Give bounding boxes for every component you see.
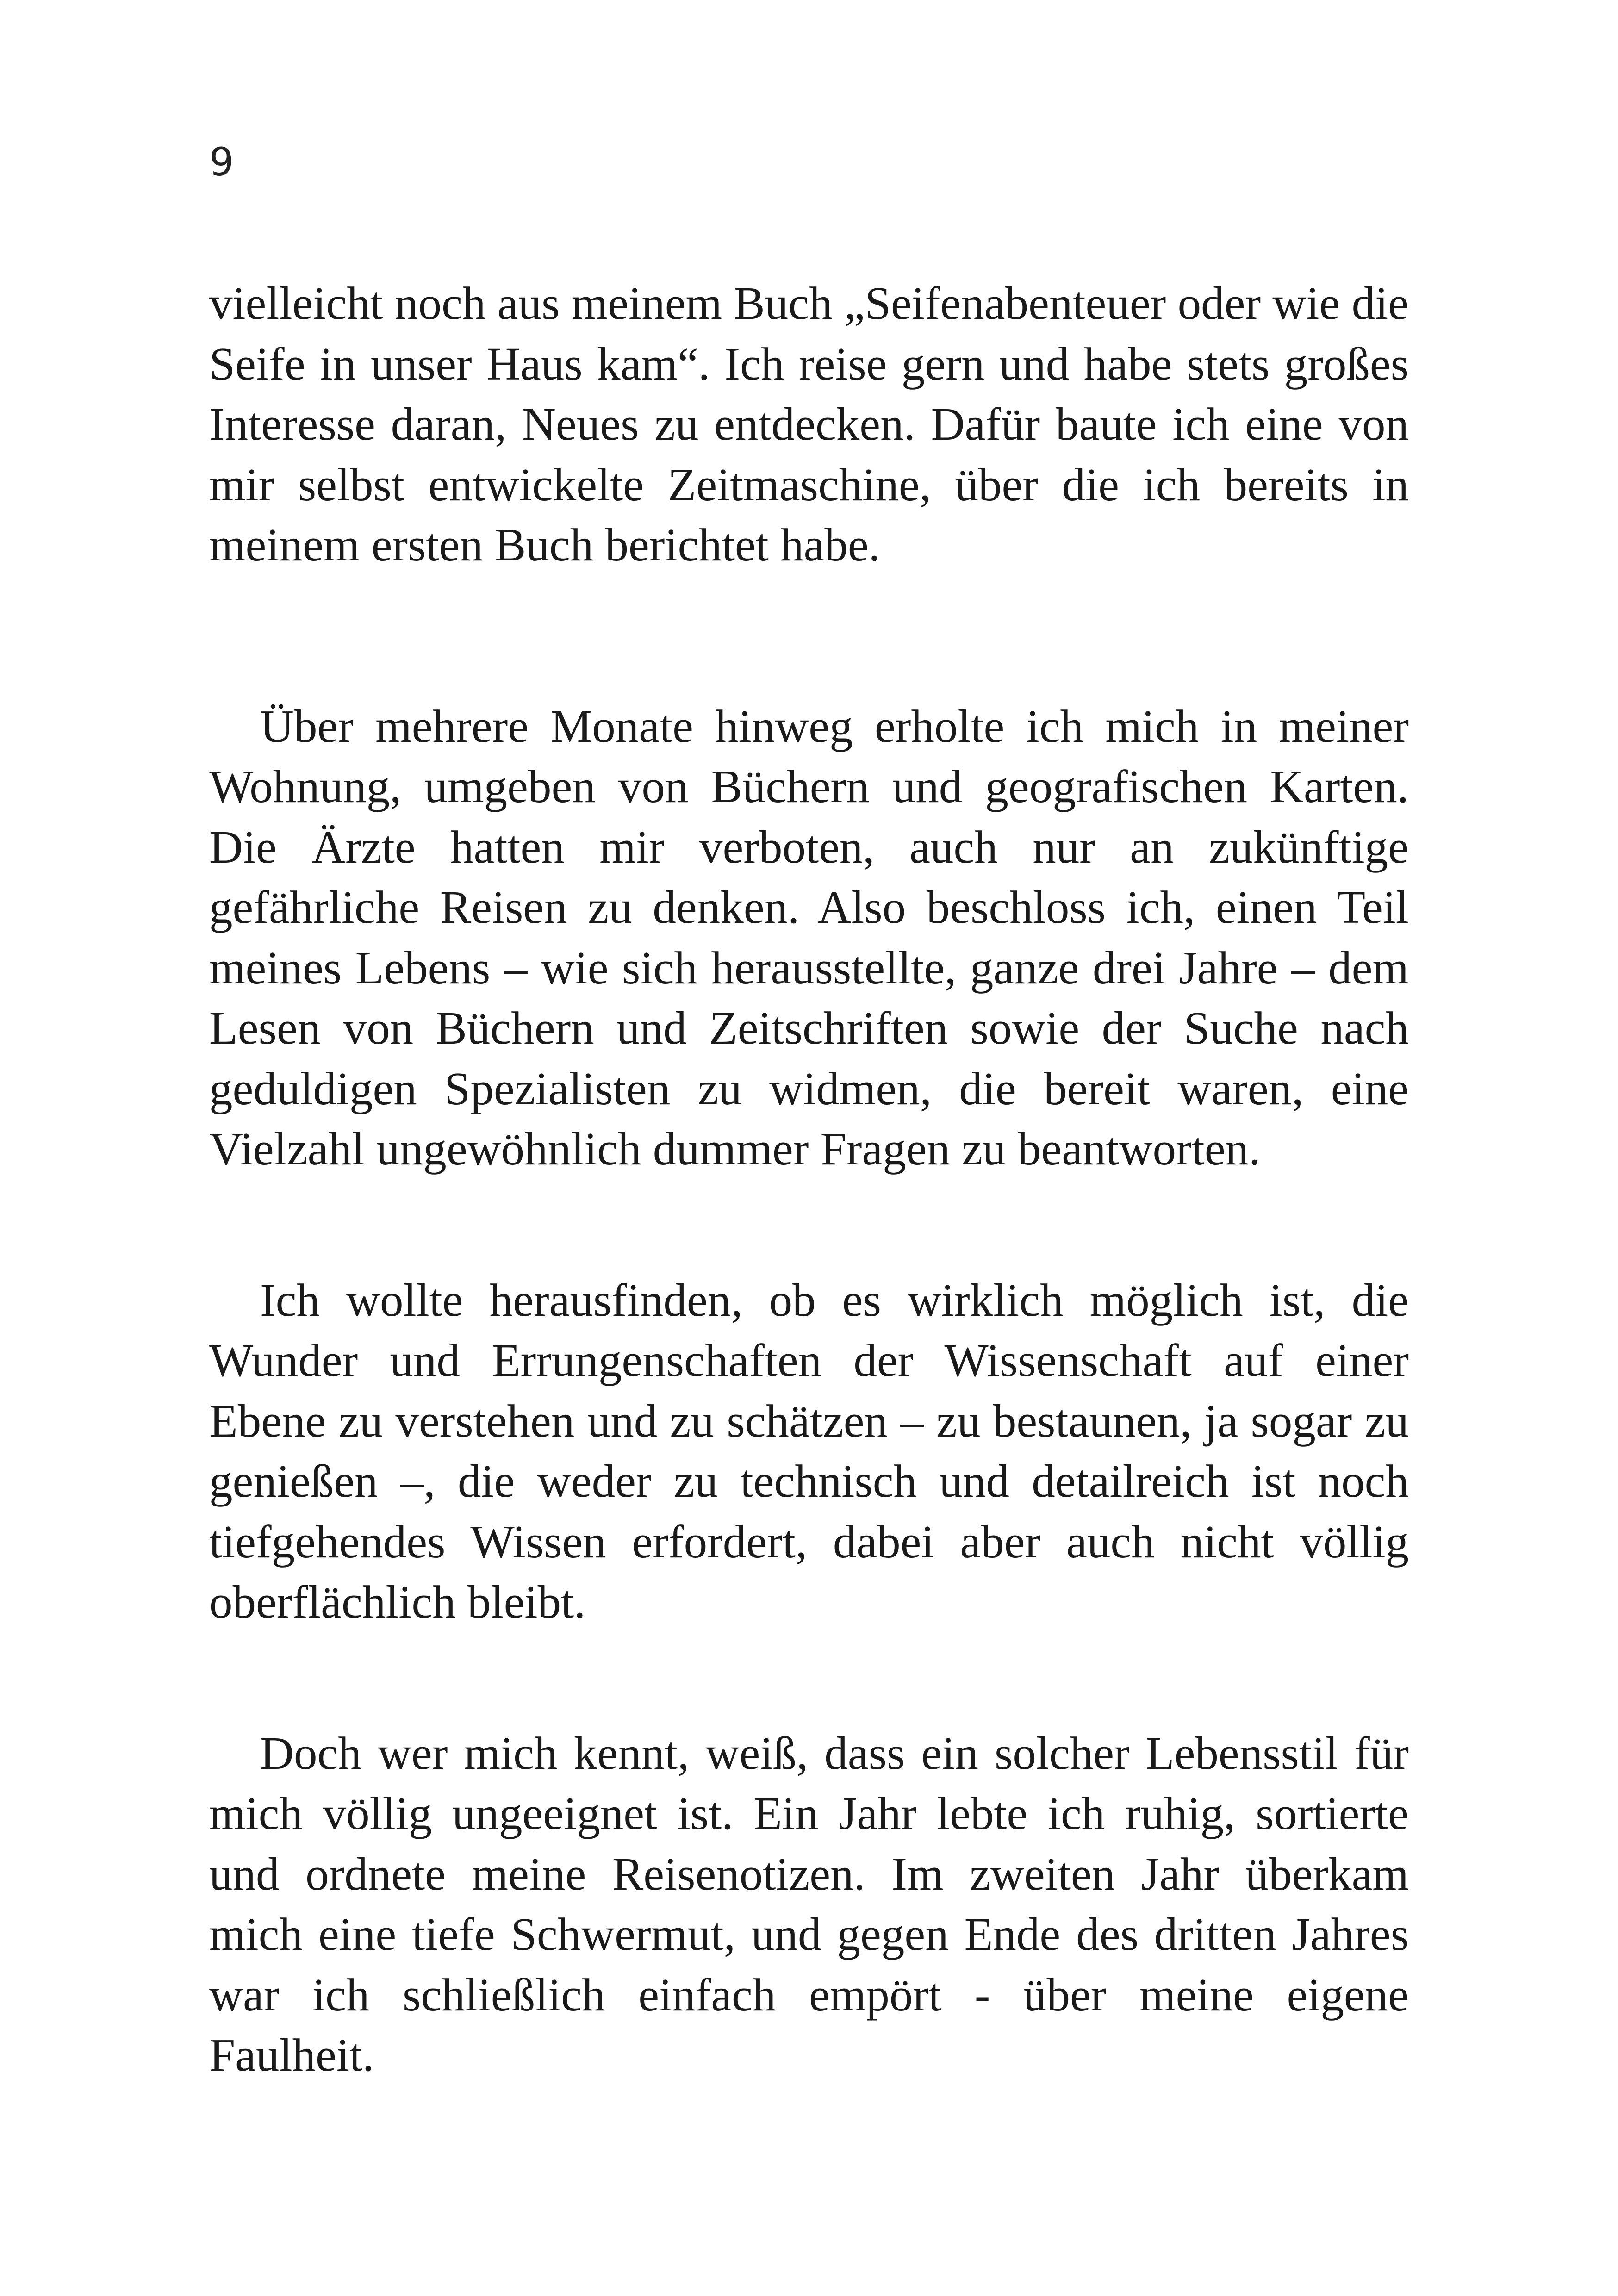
paragraph-1: vielleicht noch aus meinem Buch „Seifenabenteuer oder wie die Seife in unser Haus kam“. Ich reise gern und habe stets großes Interesse daran, Neues zu entdecken. Dafür baute ich eine von mir selbst entwickelte Zeitmaschine, über die ich bereits in meinem ersten Buch berichtet habe.: [209, 277, 1409, 571]
paragraph-3: Ich wollte herausfinden, ob es wirklich möglich ist, die Wunder und Errungenschaften der Wissenschaft auf einer Ebene zu verstehen und zu schätzen – zu bestaunen, ja sogar zu genießen –, die weder zu technisch und detailreich ist noch tiefgehendes Wissen erfordert, dabei aber auch nicht völlig oberflächlich bleibt.: [209, 1274, 1409, 1628]
body-text: [209, 273, 1409, 2085]
paragraph-2: Über mehrere Monate hinweg erholte ich mich in meiner Wohnung, umgeben von Büchern und geografischen Karten. Die Ärzte hatten mir verboten, auch nur an zukünftige gefährliche Reisen zu denken. Also beschloss ich, einen Teil meines Lebens – wie sich herausstellte, ganze drei Jahre – dem Lesen von Büchern und Zeitschriften sowie der Suche nach geduldigen Spezialisten zu widmen, die bereit waren, eine Vielzahl ungewöhnlich dummer Fragen zu beantworten.: [209, 700, 1409, 1175]
page-number: 9: [209, 139, 234, 185]
paragraph-4: Doch wer mich kennt, weiß, dass ein solcher Lebensstil für mich völlig ungeeignet ist. Ein Jahr lebte ich ruhig, sortierte und ordnete meine Reisenotizen. Im zweiten Jahr überkam mich eine tiefe Schwermut, und gegen Ende des dritten Jahres war ich schließlich einfach empört - über meine eigene Faulheit.: [209, 1727, 1409, 2081]
